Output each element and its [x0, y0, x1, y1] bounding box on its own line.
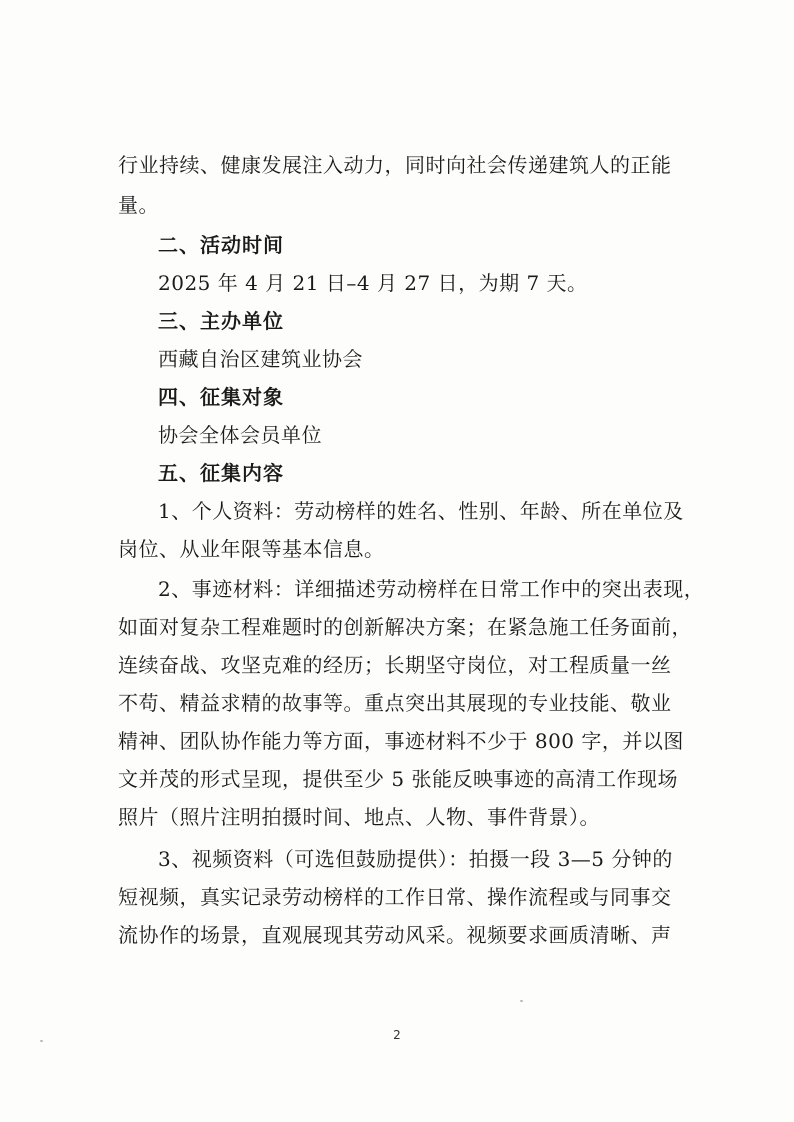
- paragraph-line: 短视频，真实记录劳动榜样的工作日常、操作流程或与同事交: [118, 885, 672, 909]
- scan-speck: [40, 1040, 43, 1042]
- paragraph-line: 精神、团队协作能力等方面，事迹材料不少于 800 字，并以图: [118, 729, 684, 753]
- section-heading-activity-time: 二、活动时间: [158, 233, 284, 257]
- page-number: 2: [393, 1028, 401, 1042]
- paragraph-line: 文并茂的形式呈现，提供至少 5 张能反映事迹的高清工作现场: [118, 767, 678, 791]
- section-heading-organizer: 三、主办单位: [158, 309, 284, 333]
- section-heading-target: 四、征集对象: [158, 385, 284, 409]
- paragraph-line: 量。: [118, 193, 159, 217]
- paragraph-line: 协会全体会员单位: [158, 423, 322, 447]
- scan-speck: [520, 1000, 523, 1002]
- paragraph-line: 照片（照片注明拍摄时间、地点、人物、事件背景）。: [118, 805, 600, 829]
- paragraph-line: 西藏自治区建筑业协会: [158, 347, 363, 371]
- paragraph-line: 岗位、从业年限等基本信息。: [118, 537, 385, 561]
- paragraph-line: 2、事迹材料：详细描述劳动榜样在日常工作中的突出表现，: [158, 577, 705, 601]
- paragraph-line: 3、视频资料（可选但鼓励提供）：拍摄一段 3—5 分钟的: [158, 847, 673, 871]
- paragraph-line: 行业持续、健康发展注入动力，同时向社会传递建筑人的正能: [118, 153, 672, 177]
- paragraph-line: 不苟、精益求精的故事等。重点突出其展现的专业技能、敬业: [118, 691, 672, 715]
- section-heading-content: 五、征集内容: [158, 461, 284, 485]
- paragraph-line: 1、个人资料：劳动榜样的姓名、性别、年龄、所在单位及: [158, 499, 684, 523]
- paragraph-line: 流协作的场景，直观展现其劳动风采。视频要求画质清晰、声: [118, 923, 672, 947]
- paragraph-line: 2025 年 4 月 21 日–4 月 27 日，为期 7 天。: [158, 271, 588, 295]
- paragraph-line: 如面对复杂工程难题时的创新解决方案；在紧急施工任务面前，: [118, 615, 692, 639]
- paragraph-line: 连续奋战、攻坚克难的经历；长期坚守岗位，对工程质量一丝: [118, 653, 672, 677]
